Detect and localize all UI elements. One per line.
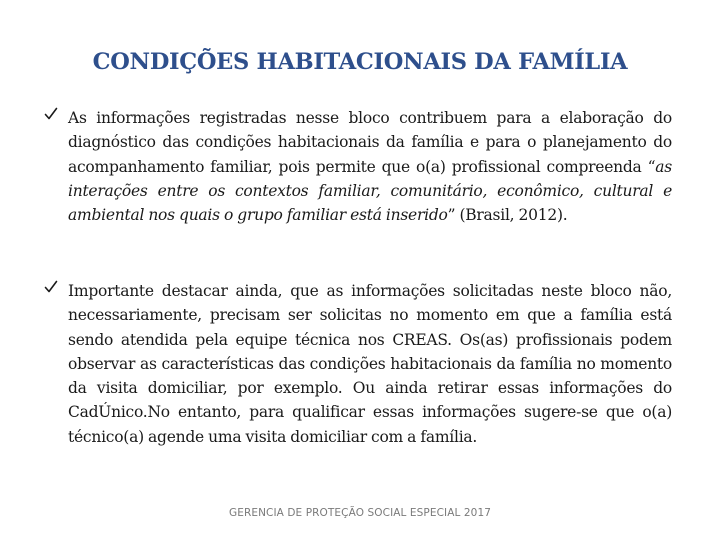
bullet-item	[44, 279, 672, 449]
bullet-text	[68, 106, 672, 227]
checkmark-icon	[44, 107, 58, 121]
bullet-item	[44, 106, 672, 227]
footer: GERENCIA DE PROTEÇÃO SOCIAL ESPECIAL 2017	[228, 507, 492, 519]
quoted-text: as interações entre os contextos familiar, comunitário, econômico, cultural e ambiental nos quais o grupo familiar está inserido	[68, 157, 672, 225]
slide-title: CONDIÇÕES HABITACIONAIS DA FAMÍLIA	[92, 49, 628, 76]
checkmark-icon	[44, 280, 58, 294]
bullet-text: Importante destacar ainda, que as informações solicitadas neste bloco não, necessariamente, precisam ser solicitas no momento em que a família está sendo atendida pela equipe técnica nos CREAS. Os(as) profissionais podem observar as características das condições habitacionais da família no momento da visita domiciliar, por exemplo. Ou ainda retirar essas informações do CadÚnico.No entanto, para qualificar essas informações sugere-se que o(a) técnico(a) agende uma visita domiciliar com a família.	[68, 282, 672, 446]
bullet-text-part: As informações registradas nesse bloco contribuem para a elaboração do diagnóstico das condições habitacionais da família e para o planejamento do acompanhamento familiar, pois permite que o(a) profissional compreenda “	[68, 109, 672, 176]
bullet-text-part: ” (Brasil, 2012).	[447, 206, 568, 225]
